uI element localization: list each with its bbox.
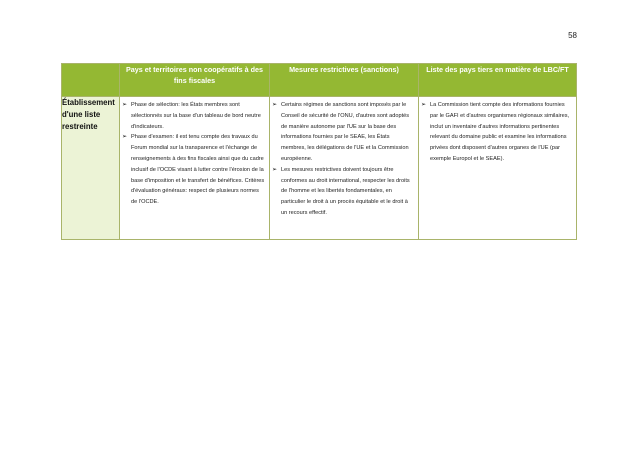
cell-tax-jurisdictions	[120, 97, 270, 240]
list-item	[122, 100, 266, 132]
bullet-list	[270, 97, 418, 219]
list-item	[122, 132, 266, 208]
arrow-bullet-icon: ➢	[122, 134, 128, 141]
cell-sanctions	[270, 97, 419, 240]
header-cell-sanctions: Mesures restrictives (sanctions)	[270, 64, 419, 97]
list-item-text: Phase de sélection: les États membres sont sélectionnés sur la base d'un tableau de bord neutre d'indicateurs.	[131, 102, 261, 130]
list-item-text: La Commission tient compte des informations fournies par le GAFI et d'autres organismes régionaux similaires, inclut un inventaire d'autres informations pertinentes relevant du domaine public et examine les informations privées dont disposent d'autres organes de l'UE (par exemple Europol et le SEAE).	[430, 102, 570, 162]
table-row	[62, 97, 577, 240]
page-number: 58	[568, 31, 577, 40]
cell-aml-list	[419, 97, 577, 240]
list-item	[421, 100, 573, 165]
arrow-bullet-icon: ➢	[272, 102, 278, 108]
header-cell-tax-jurisdictions: Pays et territoires non coopératifs à des fins fiscales	[120, 64, 270, 97]
list-item	[272, 100, 415, 165]
comparison-table	[61, 63, 577, 240]
arrow-bullet-icon: ➢	[421, 102, 427, 108]
list-item-text: Phase d'examen: il est tenu compte des travaux du Forum mondial sur la transparence et l'échange de renseignements à des fins fiscales ainsi que du cadre inclusif de l'OCDE visant à lutter contre l'érosion de la base d'imposition et le transfert de bénéfices. Critères d'évaluation généraux: respect de plusieurs normes de l'OCDE.	[131, 134, 265, 206]
header-cell-empty	[62, 64, 120, 97]
list-item-text: Les mesures restrictives doivent toujours être conformes au droit international, respecter les droits de l'homme et les libertés fondamentales, en particulier le droit à un procès équitable et le droit à un recours effectif.	[281, 166, 410, 216]
table-header-row	[62, 64, 577, 97]
arrow-bullet-icon: ➢	[122, 102, 128, 108]
bullet-list	[120, 97, 269, 208]
list-item-text: Certains régimes de sanctions sont imposés par le Conseil de sécurité de l'ONU, d'autres sont adoptés de manière autonome par l'UE sur la base des informations fournies par le SEAE, les États membres, les délégations de l'UE et la Commission européenne.	[281, 102, 410, 162]
header-cell-aml-list: Liste des pays tiers en matière de LBC/FT	[419, 64, 577, 97]
row-label: Établissement d'une liste restreinte	[62, 97, 120, 240]
arrow-bullet-icon: ➢	[272, 166, 278, 173]
bullet-list	[419, 97, 576, 165]
list-item	[272, 165, 415, 219]
